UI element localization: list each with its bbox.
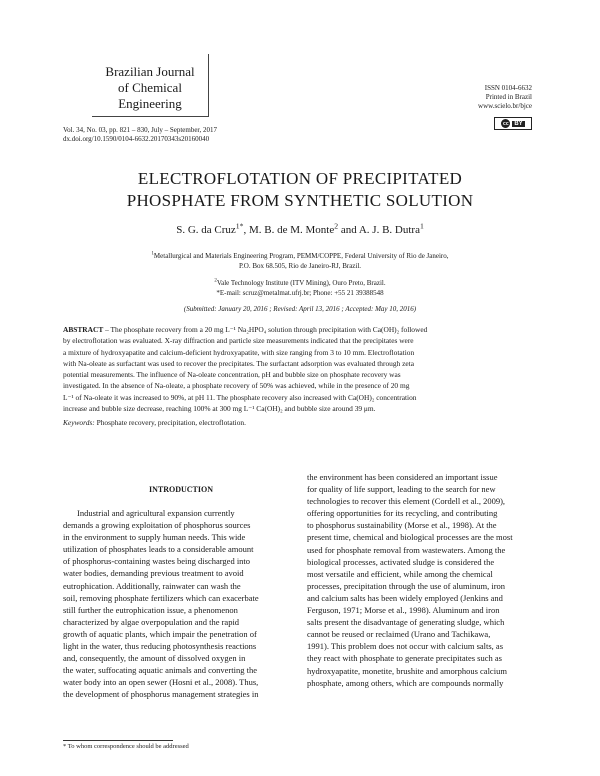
article-title-line-1: ELECTROFLOTATION OF PRECIPITATED [137, 169, 463, 188]
body-line: cannot be reused or reclaimed (Urano and Tachikawa, [307, 629, 491, 640]
body-line: the environment has been considered an important issue [307, 472, 498, 482]
affiliation-text: Metallurgical and Materials Engineering Program, PEMM/COPPE, Federal University of Rio de Janeiro, [153, 252, 449, 260]
issn: ISSN 0104-6632 [484, 84, 532, 92]
contact-email: *E-mail: scruz@metalmat.ufrj.br; Phone: +55 21 39388548 [216, 289, 384, 297]
affiliation-line [0, 261, 600, 271]
keywords-text: Phosphate recovery, precipitation, electroflotation. [96, 418, 246, 427]
contact-line [0, 288, 600, 298]
keywords [63, 418, 539, 427]
abstract-line [63, 324, 539, 335]
journal-name-box [92, 54, 209, 117]
body-line: Industrial and agricultural expansion currently [77, 508, 235, 518]
doi-link[interactable]: dx.doi.org/10.1590/0104-6632.20170343s20160040 [63, 135, 210, 143]
body-line: utilization of phosphates leads to a considerable amount [63, 544, 254, 555]
body-line: soil, removing phosphate fertilizers which can exacerbate [63, 592, 259, 603]
body-line: offering opportunities for its recycling, and contributing [307, 508, 498, 519]
body-line: processes, precipitation through the use of aluminum, iron [307, 580, 506, 591]
abstract-line: by electroflotation was evaluated. X-ray diffraction and particle size measurements indicated that the precipitates were [63, 336, 414, 346]
affiliation-mark: 2 [214, 278, 217, 284]
section-heading-introduction: INTRODUCTION [148, 485, 213, 494]
citation-block [63, 126, 217, 144]
body-line: biological processes, activated sludge is considered the [307, 556, 495, 567]
affiliation-mark: 1 [151, 251, 154, 257]
affiliation-text: P.O. Box 68.505, Rio de Janeiro-RJ, Brazil. [238, 262, 362, 270]
author-affil-mark: 2 [334, 221, 339, 231]
body-line: for quality of life support, leading to the search for new [307, 484, 496, 495]
body-line: demands a growing exploitation of phosphorus sources [63, 520, 251, 531]
author-name: M. B. de M. Monte [248, 224, 335, 236]
creative-commons-icon: cc [503, 120, 509, 127]
abstract-line: with Na-oleate as surfactant was used to recover the precipitates. The surfactant adsorption was evaluated through zeta [63, 358, 414, 368]
author-name: S. G. da Cruz [176, 224, 236, 236]
cc-by-label: BY [514, 120, 523, 127]
body-line: phosphate, among others, which are compounds normally [307, 677, 504, 688]
body-line: and, consequently, the amount of dissolved oxygen in [63, 653, 246, 664]
body-line: used for phosphate removal from wastewaters. Among the [307, 544, 506, 555]
body-line: the water, suffocating aquatic animals and converting the [63, 665, 257, 676]
body-line: growth of aquatic plants, which impair the penetration of [63, 628, 257, 639]
body-line: most versatile and efficient, while among the chemical [307, 568, 493, 579]
body-line: salts present the disadvantage of generating sludge, which [307, 617, 505, 628]
abstract-line: a mixture of hydroxyapatite and calcium-deficient hydroxyapatite, with size ranging from 3 to 10 mm. Electroflotation [63, 347, 415, 357]
body-line: still further the eutrophication issue, a phenomenon [63, 604, 238, 615]
abstract-line: investigated. In the absence of Na-oleate, a phosphate recovery of 50% was achieved, while in the presence of 20 mg [63, 381, 410, 391]
volume-line: Vol. 34, No. 03, pp. 821 – 830, July – September, 2017 [63, 126, 217, 134]
body-line: technologies to recover this element (Cordell et al., 2009), [307, 496, 506, 507]
abstract-line: increase and bubble size decrease, reaching 100% at 300 mg L⁻¹ Ca(OH)₂ and bubble size around 39 μm. [63, 404, 376, 414]
body-line: 1991). This problem does not occur with calcium salts, as [307, 641, 504, 652]
keywords-label: Keywords: [63, 418, 95, 427]
abstract-line: potential measurements. The influence of Na-oleate concentration, pH and bubble size on phosphate recovery was [63, 370, 401, 380]
body-line: in the environment to supply human needs. This wide [63, 532, 246, 543]
intro-left-column [63, 507, 297, 701]
body-line: eutrophication. Additionally, rainwater can wash the [63, 580, 241, 591]
body-line: hydroxyapatite, monetite, brushite and amorphous calcium [307, 665, 507, 676]
abstract-text: The phosphate recovery from a 20 mg L⁻¹ Na₂HPO₄ solution through precipitation with Ca(OH)₂ followed [110, 325, 428, 334]
body-line: and calcium salts has been widely employed (Jenkins and [307, 592, 503, 603]
abstract-label: ABSTRACT [63, 325, 104, 334]
printed-in: Printed in Brazil [485, 93, 532, 101]
author-separator: , [243, 224, 249, 236]
author-name: A. J. B. Dutra [358, 224, 420, 236]
affiliation-text: Vale Technology Institute (ITV Mining), Ouro Preto, Brazil. [216, 279, 386, 287]
journal-url[interactable]: www.scielo.br/bjce [478, 102, 532, 110]
body-line: water bodies, demanding previous treatment to avoid [63, 568, 244, 579]
body-line: water body into an open sewer (Hosni et al., 2008). Thus, [63, 677, 259, 688]
issn-block [478, 84, 532, 111]
body-line: to phosphorus sustainability (Morse et al., 1998). At the [307, 520, 497, 531]
body-line: present time, chemical and biological processes are the most [307, 532, 513, 543]
footnote-rule [63, 740, 173, 741]
author-affil-mark: 1 [419, 221, 424, 231]
body-line: the development of phosphorus management strategies in [63, 689, 259, 700]
abstract-line: L⁻¹ of Na-oleate it was increased to 90%, at pH 11. The phosphate recovery also increased with Ca(OH)₂ concentration [63, 392, 417, 402]
affiliation-line [0, 278, 600, 288]
author-affil-mark: 1* [235, 221, 244, 231]
footnote: * To whom correspondence should be addressed [63, 743, 189, 750]
body-line: characterized by algae overpopulation and the rapid [63, 616, 240, 627]
abstract [63, 324, 539, 414]
cc-license-badge[interactable] [494, 117, 532, 130]
article-title-line-2: PHOSPHATE FROM SYNTHETIC SOLUTION [126, 191, 474, 210]
submission-dates: (Submitted: January 20, 2016 ; Revised: April 13, 2016 ; Accepted: May 10, 2016) [183, 305, 417, 313]
author-conjunction: and [338, 224, 359, 236]
intro-right-column [307, 471, 540, 689]
journal-name-line: Engineering [118, 96, 182, 111]
body-line: of phosphorus-containing wastes being discharged into [63, 556, 251, 567]
journal-name-line: Brazilian Journal [105, 64, 195, 79]
body-line: Ferguson, 1971; Morse et al., 1998). Aluminum and iron [307, 605, 500, 616]
journal-name-line: of Chemical [118, 80, 182, 95]
affiliation-line [0, 251, 600, 261]
abstract-dash: – [103, 325, 111, 334]
body-line: light in the water, thus reducing photosynthesis reactions [63, 641, 257, 652]
body-line: they react with phosphate to generate precipitates such as [307, 653, 502, 664]
author-list [0, 221, 600, 236]
